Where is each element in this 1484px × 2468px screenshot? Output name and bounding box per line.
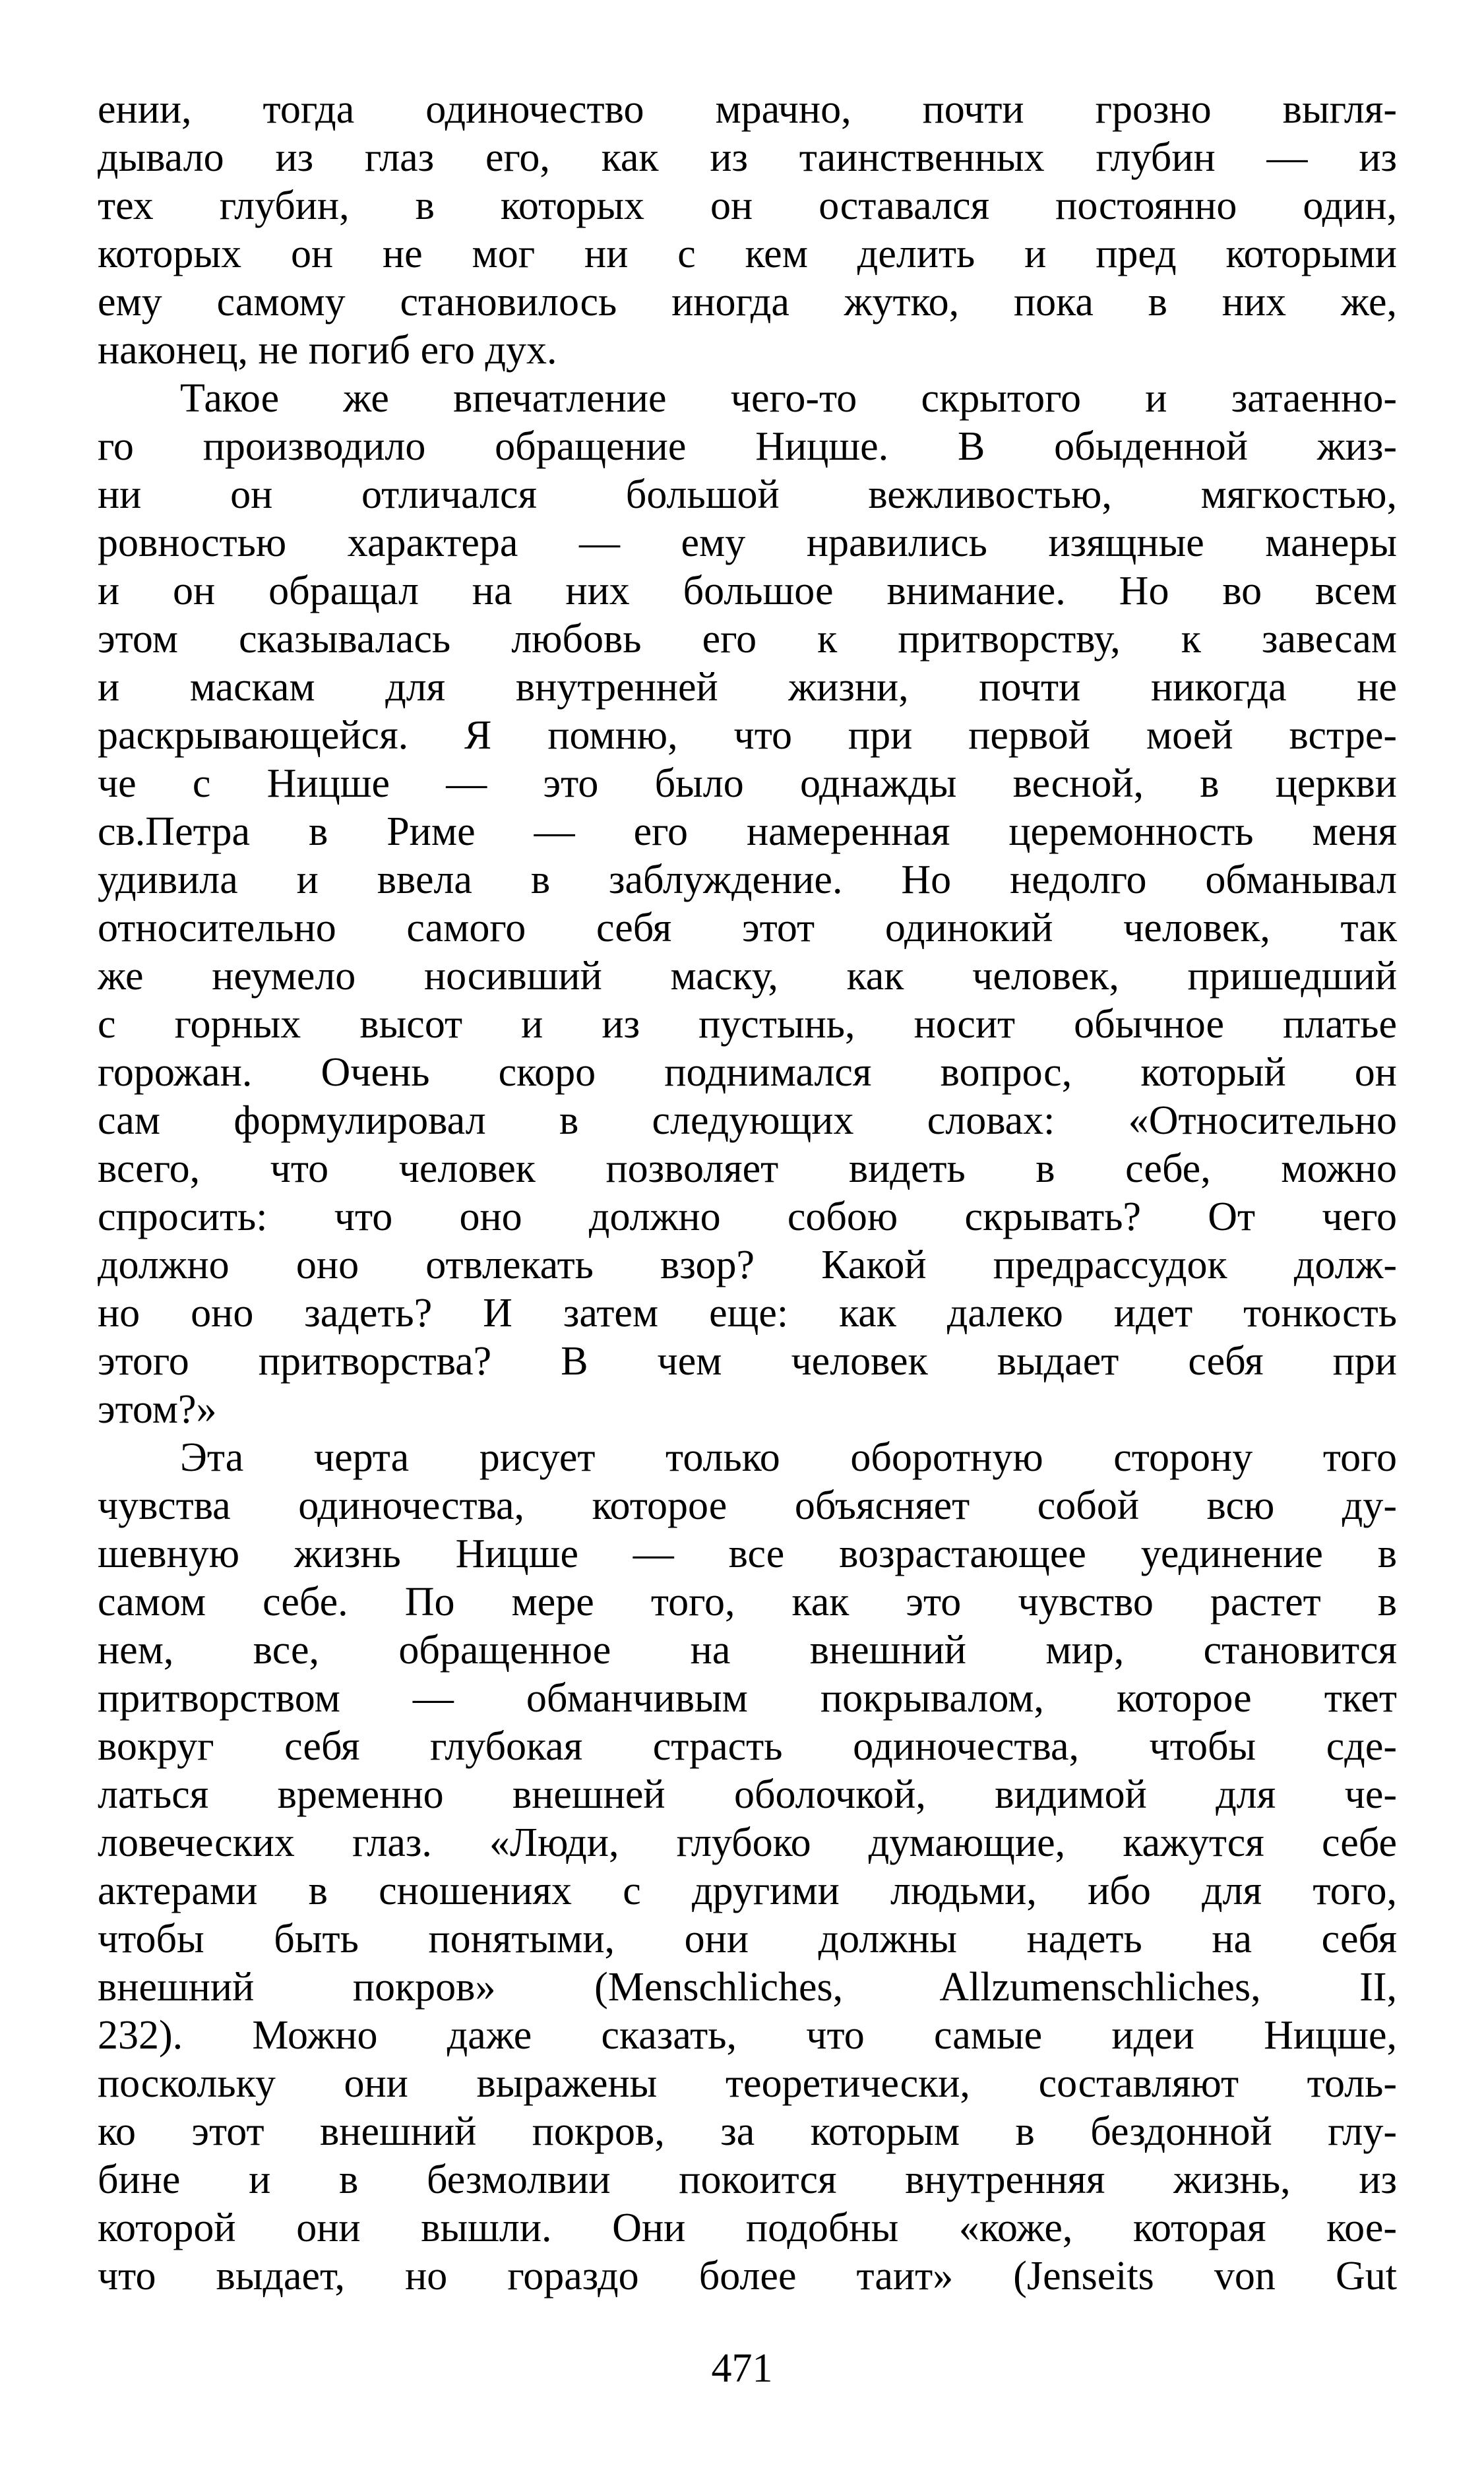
text-line: тех глубин, в которых он оставался постоянно один, — [98, 183, 1397, 228]
text-line: наконец, не погиб его дух. — [98, 328, 557, 373]
page-text — [98, 86, 1397, 2300]
text-line: латься временно внешней оболочкой, видимой для че- — [98, 1772, 1397, 1817]
text-line: св.Петра в Риме — его намеренная церемонность меня — [98, 809, 1397, 854]
paragraph — [98, 375, 1397, 1434]
text-line: ровностью характера — ему нравились изящные манеры — [98, 520, 1397, 565]
text-line: которой они вышли. Они подобны «коже, которая кое- — [98, 2206, 1397, 2250]
text-line: ему самому становилось иногда жутко, пока в них же, — [98, 280, 1397, 324]
page-number: 471 — [711, 2346, 773, 2391]
text-line: которых он не мог ни с кем делить и пред которыми — [98, 231, 1397, 276]
text-line: 232). Можно даже сказать, что самые идеи Ницше, — [98, 2013, 1397, 2058]
text-line: ловеческих глаз. «Люди, глубоко думающие, кажутся себе — [98, 1820, 1397, 1865]
text-line: шевную жизнь Ницше — все возрастающее уединение в — [98, 1531, 1397, 1576]
text-line: но оно задеть? И затем еще: как далеко идет тонкость — [98, 1291, 1397, 1336]
text-line: ко этот внешний покров, за которым в бездонной глу- — [98, 2109, 1397, 2154]
text-line: актерами в сношениях с другими людьми, ибо для того, — [98, 1868, 1397, 1913]
text-line: чувства одиночества, которое объясняет собой всю ду- — [98, 1483, 1397, 1528]
text-line: этого притворства? В чем человек выдает себя при — [98, 1339, 1397, 1384]
text-line: же неумело носивший маску, как человек, пришедший — [98, 954, 1397, 999]
text-line: чтобы быть понятыми, они должны надеть на себя — [98, 1917, 1397, 1961]
text-line: с горных высот и из пустынь, носит обычное платье — [98, 1002, 1397, 1047]
text-line: че с Ницше — это было однажды весной, в церкви — [98, 761, 1397, 806]
text-line: дывало из глаз его, как из таинственных глубин — из — [98, 135, 1397, 180]
text-line: спросить: что оно должно собою скрывать? От чего — [98, 1194, 1397, 1239]
text-line: ении, тогда одиночество мрачно, почти грозно выгля- — [98, 87, 1397, 132]
text-line: бине и в безмолвии покоится внутренняя жизнь, из — [98, 2157, 1397, 2202]
text-line: горожан. Очень скоро поднимался вопрос, который он — [98, 1050, 1397, 1095]
text-line: относительно самого себя этот одинокий человек, так — [98, 906, 1397, 950]
text-line: поскольку они выражены теоретически, составляют толь- — [98, 2061, 1397, 2106]
text-line: сам формулировал в следующих словах: «Относительно — [98, 1098, 1397, 1143]
paragraph — [98, 86, 1397, 375]
text-line: должно оно отвлекать взор? Какой предрассудок долж- — [98, 1243, 1397, 1287]
text-line: притворством — обманчивым покрывалом, которое ткет — [98, 1676, 1397, 1721]
paragraph — [98, 1434, 1397, 2300]
text-line: нем, все, обращенное на внешний мир, становится — [98, 1628, 1397, 1673]
text-line: и он обращал на них большое внимание. Но во всем — [98, 569, 1397, 613]
text-line: внешний покров» (Menschliches, Allzumenschliches, II, — [98, 1965, 1397, 2010]
text-line: го производило обращение Ницше. В обыденной жиз- — [98, 424, 1397, 469]
text-line: Эта черта рисует только оборотную сторону того — [180, 1435, 1397, 1480]
text-line: вокруг себя глубокая страсть одиночества, чтобы сде- — [98, 1724, 1397, 1769]
text-line: раскрывающейся. Я помню, что при первой моей встре- — [98, 713, 1397, 758]
text-line: самом себе. По мере того, как это чувство растет в — [98, 1580, 1397, 1624]
text-line: и маскам для внутренней жизни, почти никогда не — [98, 665, 1397, 710]
text-line: этом сказывалась любовь его к притворству, к завесам — [98, 617, 1397, 662]
text-line: удивила и ввела в заблуждение. Но недолго обманывал — [98, 857, 1397, 902]
text-line: Такое же впечатление чего-то скрытого и затаенно- — [180, 376, 1397, 421]
text-line: этом?» — [98, 1387, 217, 1432]
text-line: что выдает, но гораздо более таит» (Jenseits von Gut — [98, 2254, 1397, 2298]
text-line: ни он отличался большой вежливостью, мягкостью, — [98, 472, 1397, 517]
text-line: всего, что человек позволяет видеть в себе, можно — [98, 1146, 1397, 1191]
